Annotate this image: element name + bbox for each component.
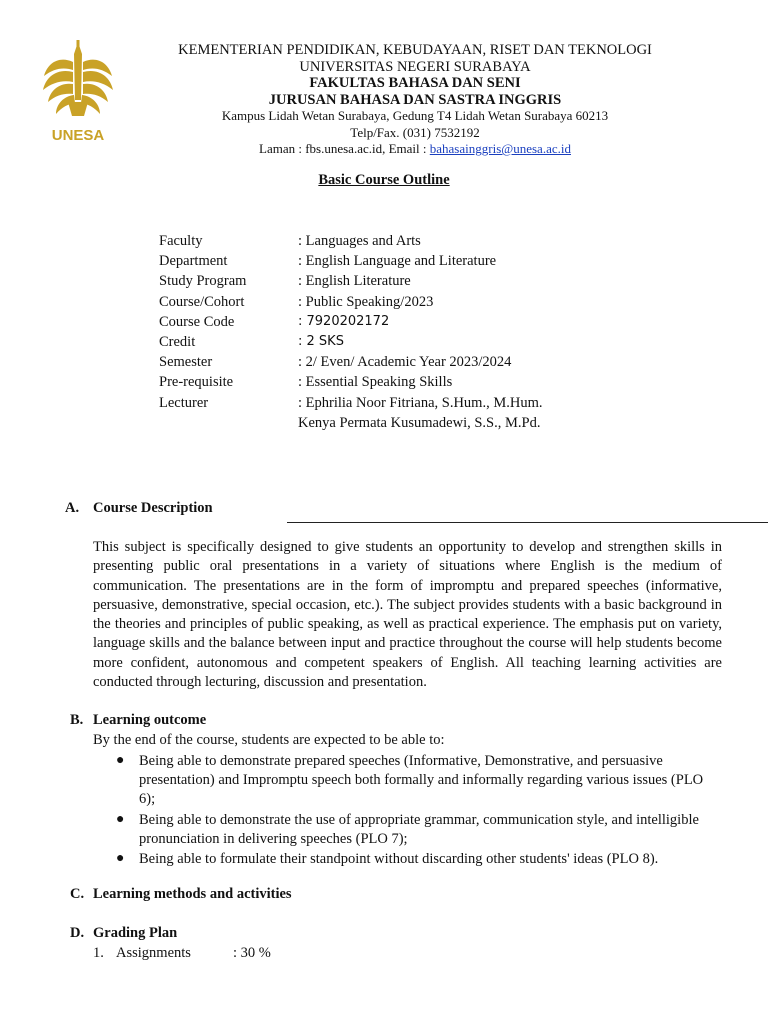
info-value: : English Literature — [298, 273, 411, 290]
web-email-line — [150, 141, 680, 158]
section-d-heading — [70, 925, 177, 942]
outcome-intro: By the end of the course, students are expected to be able to: — [93, 732, 445, 748]
info-key: Study Program — [159, 273, 247, 290]
section-title: Course Description — [93, 500, 213, 516]
section-b-heading — [70, 712, 206, 729]
info-value: : 7920202172 — [298, 313, 390, 329]
section-letter: A. — [65, 500, 80, 516]
logo-emblem-icon — [43, 40, 113, 116]
info-row-semester — [159, 352, 542, 372]
department-name: JURUSAN BAHASA DAN SASTRA INGGRIS — [268, 91, 562, 108]
list-item-text: Being able to demonstrate the use of appropriate grammar, communication style, and intelligible pronunciation in delivering speeches (PLO 7); — [139, 811, 699, 847]
bullet-icon: ● — [116, 753, 125, 768]
info-key: Semester — [159, 354, 213, 371]
section-letter: C. — [70, 886, 85, 902]
campus-address: Kampus Lidah Wetan Surabaya, Gedung T4 Lidah Wetan Surabaya 60213 — [221, 108, 609, 123]
grading-item — [93, 945, 271, 962]
grading-number: 1. — [93, 945, 104, 961]
info-value: : Essential Speaking Skills — [298, 374, 453, 391]
info-key: Course Code — [159, 313, 235, 330]
info-row-department — [159, 251, 542, 271]
info-row-lecturer — [159, 393, 542, 413]
list-item-text: Being able to formulate their standpoint without discarding other students' ideas (PLO 8). — [139, 851, 659, 868]
info-row-prerequisite — [159, 372, 542, 392]
section-a-heading — [65, 500, 213, 517]
faculty-name: FAKULTAS BAHASA DAN SENI — [309, 75, 521, 91]
grading-label: Assignments — [116, 945, 191, 961]
info-lecturer-second: Kenya Permata Kusumadewi, S.S., M.Pd. — [298, 414, 541, 431]
info-value: : 2/ Even/ Academic Year 2023/2024 — [298, 354, 512, 371]
logo-wordmark: UNESA — [51, 127, 105, 144]
course-info-table — [159, 231, 542, 433]
list-item — [115, 850, 715, 869]
info-row-credit — [159, 332, 542, 352]
section-title: Grading Plan — [93, 925, 178, 941]
document-title — [0, 172, 768, 189]
info-key: Credit — [159, 334, 196, 351]
list-item — [115, 752, 715, 810]
university-name: UNIVERSITAS NEGERI SURABAYA — [299, 58, 531, 75]
info-row-faculty — [159, 231, 542, 251]
document-title-text: Basic Course Outline — [318, 172, 450, 188]
section-letter: D. — [70, 925, 85, 941]
list-item-text: Being able to demonstrate prepared speeches (Informative, Demonstrative, and persuasive presentation) and Impromptu speech both formally and informally regarding various issues (PLO 6); — [139, 753, 704, 808]
info-row-course-code — [159, 312, 542, 332]
info-value: : English Language and Literature — [298, 253, 497, 270]
info-key: Lecturer — [159, 394, 209, 411]
email-link[interactable]: bahasainggris@unesa.ac.id — [429, 141, 571, 156]
unesa-logo — [40, 40, 116, 146]
info-key: Faculty — [159, 233, 203, 249]
bullet-icon: ● — [116, 851, 125, 867]
section-c-heading — [70, 886, 292, 903]
grading-value: : 30 % — [233, 945, 271, 961]
info-key: Pre-requisite — [159, 374, 234, 391]
section-divider — [287, 522, 768, 523]
info-key: Department — [159, 253, 228, 270]
bullet-icon: ● — [116, 811, 125, 827]
info-row-course-cohort — [159, 292, 542, 312]
section-title: Learning outcome — [93, 712, 207, 728]
section-title: Learning methods and activities — [93, 886, 292, 902]
info-value: : Languages and Arts — [298, 233, 421, 249]
info-value: : Ephrilia Noor Fitriana, S.Hum., M.Hum. — [298, 394, 543, 411]
phone-fax: Telp/Fax. (031) 7532192 — [350, 124, 480, 140]
outcome-list — [115, 752, 715, 870]
letterhead — [150, 42, 680, 158]
section-letter: B. — [70, 712, 84, 728]
list-item — [115, 811, 715, 849]
info-value: : 2 SKS — [298, 334, 344, 350]
info-key: Course/Cohort — [159, 293, 245, 310]
info-row-study-program — [159, 271, 542, 291]
info-value: : Public Speaking/2023 — [298, 293, 434, 310]
web-label: Laman : fbs.unesa.ac.id, Email : — [259, 141, 430, 156]
ministry-name: KEMENTERIAN PENDIDIKAN, KEBUDAYAAN, RISET DAN TEKNOLOGI — [178, 42, 652, 58]
course-description: This subject is specifically designed to give students an opportunity to develop and strengthen skills in presenting public oral presentations in a variety of situations where English is the medium of communication. The presentations are in the form of impromptu and prepared speeches (informative, persuasive, demonstrative, special occasion, etc.). The subject provides students with a basic background in the theories and principles of public speaking, as well as practical experience. The emphasis put on variety, language skills and the balance between input and practice throughout the course will help students become more confident, autonomous and competent speakers of English. All teaching learning activities are conducted through lecturing, discussion and presentation. — [93, 539, 722, 691]
